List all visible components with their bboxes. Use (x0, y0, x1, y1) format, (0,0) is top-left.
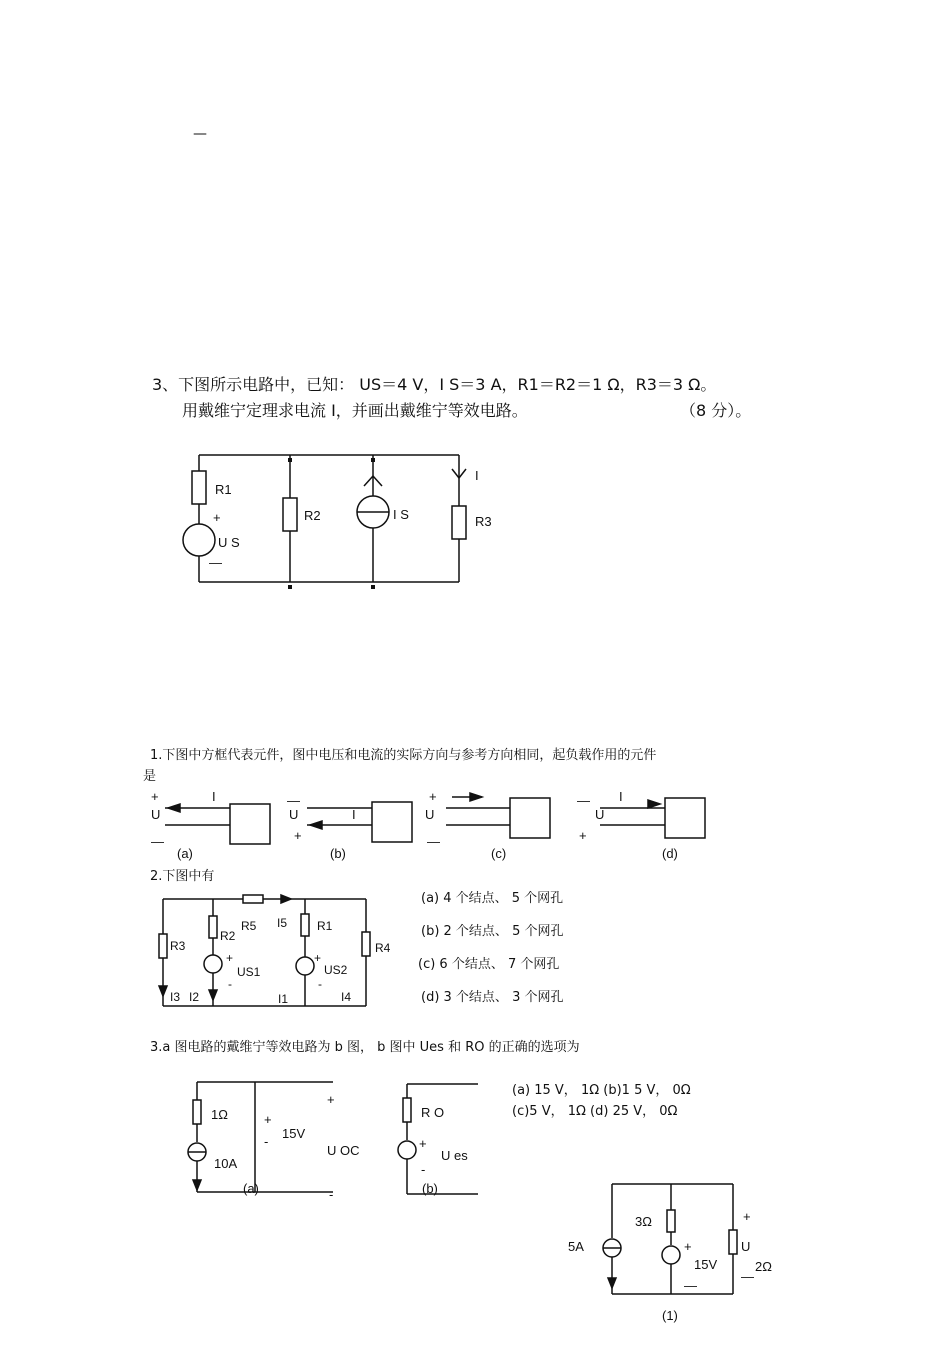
q3b-a-i: 10A (214, 1156, 238, 1171)
q3b-a-v: 15V (282, 1126, 306, 1141)
q2-r5: R5 (241, 919, 257, 933)
q4-u-plus: + (743, 1209, 751, 1224)
q1-question-cont: 是 (143, 769, 157, 784)
q3b-question: 3.a 图电路的戴维宁等效电路为 b 图， b 图中 Ues 和 RO 的正确的选项为 (150, 1040, 580, 1055)
q4-u: U (741, 1239, 751, 1254)
q3b-options-1: (a) 15 V， 1Ω (b)1 5 V， 0Ω (512, 1083, 691, 1098)
q2-us2-minus: - (318, 977, 322, 991)
q3-line2: 用戴维宁定理求电流 I，并画出戴维宁等效电路。 (182, 401, 528, 420)
q3-line1: 3、下图所示电路中，已知： US＝4 V，I S＝3 A，R1＝R2＝1 Ω，R3＝3 Ω。 (152, 375, 717, 394)
q3-label-r3: R3 (475, 514, 492, 529)
q1a-i: I (212, 789, 216, 804)
q3-label-us: U S (218, 535, 240, 550)
q2-option-a: (a) 4 个结点、 5 个网孔 (421, 891, 564, 906)
q1-option-d: (d) (662, 846, 678, 861)
q3b-a-uoc-plus: + (327, 1092, 335, 1107)
q2-question: 2.下图中有 (150, 869, 215, 884)
q3-r3-resistor (452, 506, 466, 539)
q2-option-b: (b) 2 个结点、 5 个网孔 (421, 924, 564, 939)
q3-label-is: I S (393, 507, 409, 522)
q2-option-c: (c) 6 个结点、 7 个网孔 (418, 957, 560, 972)
q2-r3: R3 (170, 939, 186, 953)
q1-element-d (665, 798, 705, 838)
q2-us2-plus: + (314, 951, 322, 965)
q2-i4: I4 (341, 990, 352, 1004)
q3b-a-r: 1Ω (211, 1107, 228, 1122)
top-dash: — (193, 126, 207, 142)
q2-us1-plus: + (226, 951, 234, 965)
q3b-a-plus: + (264, 1112, 272, 1127)
q1a-u: U (151, 807, 161, 822)
q2-i1: I1 (278, 992, 289, 1006)
q1-element-a (230, 804, 270, 844)
q3-label-r1: R1 (215, 482, 232, 497)
q2-us1: US1 (237, 965, 261, 979)
q4-r: 3Ω (635, 1214, 652, 1229)
q2-us2: US2 (324, 963, 348, 977)
q3b-a-uoc: U OC (327, 1143, 360, 1158)
q3b-b-ro: R O (421, 1105, 445, 1120)
q4-plus: + (684, 1239, 692, 1254)
q3-label-minus: — (209, 555, 222, 570)
q4-caption: (1) (662, 1308, 678, 1323)
q2-r1: R1 (317, 919, 333, 933)
q3b-b-ues: U es (441, 1148, 468, 1163)
q2-r2: R2 (220, 929, 236, 943)
q1-question: 1.下图中方框代表元件，图中电压和电流的实际方向与参考方向相同，起负载作用的元件 (150, 748, 657, 763)
q1b-minus: — (287, 793, 300, 808)
q1-element-b (372, 802, 412, 842)
q3-r1-resistor (192, 471, 206, 504)
q1-option-c: (c) (491, 846, 507, 861)
q3b-a-uoc-minus: - (329, 1187, 334, 1202)
q3-us-source (183, 524, 215, 556)
q4-v: 15V (694, 1257, 718, 1272)
q1a-minus: — (151, 834, 164, 849)
q4-circuit (603, 1184, 737, 1294)
q3b-b-caption: (b) (422, 1181, 438, 1196)
q3b-options-2: (c)5 V， 1Ω (d) 25 V， 0Ω (512, 1104, 678, 1119)
q3-score: （8 分）。 (680, 401, 752, 420)
q3b-circuit-a (188, 1082, 333, 1192)
q1d-plus: + (579, 828, 587, 843)
q2-r4: R4 (375, 941, 391, 955)
q1c-plus: + (429, 789, 437, 804)
q3b-b-plus: + (419, 1136, 427, 1151)
q1-option-b: (b) (330, 846, 346, 861)
q2-i5: I5 (277, 916, 288, 930)
q1b-i: I (352, 807, 356, 822)
q1c-minus: — (427, 834, 440, 849)
q2-option-d: (d) 3 个结点、 3 个网孔 (421, 990, 564, 1005)
q1-option-a: (a) (177, 846, 193, 861)
q2-us1-minus: - (228, 977, 232, 991)
q3-label-i: I (475, 468, 479, 483)
q4-i: 5A (568, 1239, 584, 1254)
q3b-a-minus: - (264, 1134, 269, 1149)
q1a-plus: + (151, 789, 159, 804)
q3-circuit (183, 455, 466, 589)
q3-label-r2: R2 (304, 508, 321, 523)
q4-minus: — (684, 1278, 697, 1293)
q4-r2: 2Ω (755, 1259, 772, 1274)
q1d-minus: — (577, 793, 590, 808)
q3-r2-resistor (283, 498, 297, 531)
q2-i3: I3 (170, 990, 181, 1004)
q1d-u: U (595, 807, 605, 822)
q3-label-plus: + (213, 510, 221, 525)
q3b-circuit-b (398, 1084, 478, 1194)
q1d-i: I (619, 789, 623, 804)
q2-i2: I2 (189, 990, 200, 1004)
q1c-u: U (425, 807, 435, 822)
q1b-u: U (289, 807, 299, 822)
q1-element-c (510, 798, 550, 838)
q3b-b-minus: - (421, 1162, 426, 1177)
q4-u-minus: — (741, 1269, 754, 1284)
q3b-a-caption: (a) (243, 1181, 259, 1196)
q1b-plus: + (294, 828, 302, 843)
